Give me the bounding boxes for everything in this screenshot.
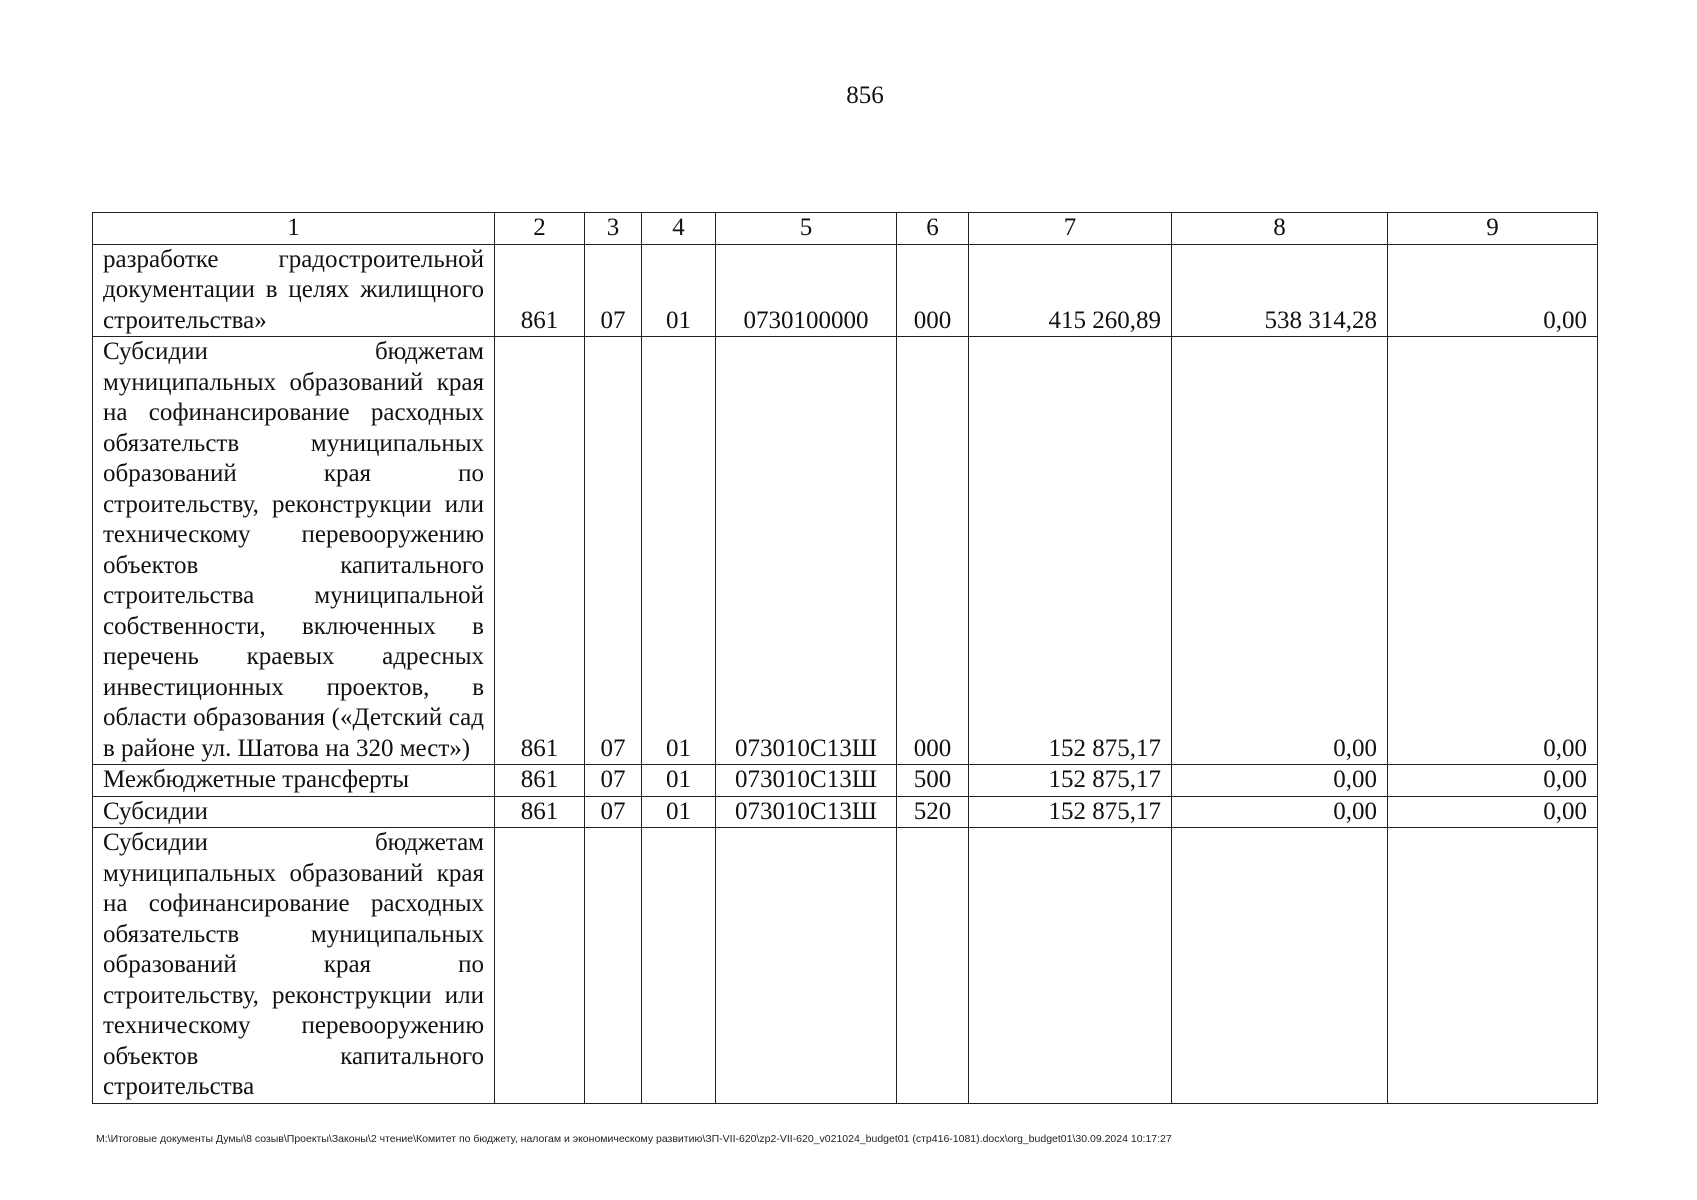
cell-amount [1172,828,1388,1104]
row-name: Субсидии [93,796,495,828]
column-header: 5 [716,213,897,245]
cell-expense-type: 520 [897,796,969,828]
cell-target-article [716,828,897,1104]
cell-ministry: 861 [495,244,585,337]
table-row [93,828,1598,1104]
table-row [93,337,1598,765]
column-header: 2 [495,213,585,245]
cell-amount [1388,828,1598,1104]
cell-subsection: 01 [642,244,716,337]
cell-amount: 152 875,17 [969,796,1172,828]
cell-section: 07 [585,244,642,337]
row-name: Субсидии бюджетам муниципальных образований края на софинансирование расходных обязательств муниципальных образований края по строительству, реконструкции или техническому перевооружению объектов капитального строительства муниципальной собственности, включенных в перечень краевых адресных инвестиционных проектов, в области образования («Детский сад в районе ул. Шатова на 320 мест») [93,337,495,765]
cell-ministry: 861 [495,337,585,765]
cell-expense-type [897,828,969,1104]
column-header: 4 [642,213,716,245]
cell-expense-type: 000 [897,337,969,765]
cell-amount: 0,00 [1172,337,1388,765]
table-row [93,244,1598,337]
cell-amount: 0,00 [1172,796,1388,828]
row-name: разработке градостроительной документации в целях жилищного строительства» [93,244,495,337]
cell-amount: 538 314,28 [1172,244,1388,337]
table-row [93,796,1598,828]
cell-amount: 415 260,89 [969,244,1172,337]
cell-subsection: 01 [642,765,716,797]
cell-amount: 0,00 [1388,765,1598,797]
cell-amount: 0,00 [1388,337,1598,765]
cell-target-article: 073010С13Ш [716,337,897,765]
cell-target-article: 0730100000 [716,244,897,337]
cell-expense-type: 500 [897,765,969,797]
cell-section: 07 [585,337,642,765]
column-header: 9 [1388,213,1598,245]
cell-ministry [495,828,585,1104]
cell-ministry: 861 [495,796,585,828]
column-header: 1 [93,213,495,245]
column-header: 8 [1172,213,1388,245]
cell-expense-type: 000 [897,244,969,337]
table-row [93,765,1598,797]
cell-target-article: 073010С13Ш [716,765,897,797]
column-number-row [93,213,1598,245]
cell-ministry: 861 [495,765,585,797]
cell-section: 07 [585,796,642,828]
row-name: Межбюджетные трансферты [93,765,495,797]
row-name: Субсидии бюджетам муниципальных образований края на софинансирование расходных обязательств муниципальных образований края по строительству, реконструкции или техническому перевооружению объектов капитального строительства [93,828,495,1104]
page-number: 856 [846,82,884,109]
footer-file-path: M:\Итоговые документы Думы\8 созыв\Проекты\Законы\2 чтение\Комитет по бюджету, налогам и экономическому развитию\ЗП-VII-620\zp2-VII-620_v021024_budget01 (стр416-1081).docx\org_budget01\30.09.2024 10:17:27 [96,1133,1172,1145]
cell-amount: 152 875,17 [969,765,1172,797]
cell-amount: 0,00 [1388,796,1598,828]
cell-section: 07 [585,765,642,797]
column-header: 7 [969,213,1172,245]
cell-amount: 0,00 [1172,765,1388,797]
cell-section [585,828,642,1104]
cell-amount: 0,00 [1388,244,1598,337]
budget-table [92,212,1598,1104]
cell-target-article: 073010С13Ш [716,796,897,828]
cell-subsection [642,828,716,1104]
column-header: 3 [585,213,642,245]
cell-subsection: 01 [642,337,716,765]
cell-subsection: 01 [642,796,716,828]
cell-amount [969,828,1172,1104]
cell-amount: 152 875,17 [969,337,1172,765]
column-header: 6 [897,213,969,245]
